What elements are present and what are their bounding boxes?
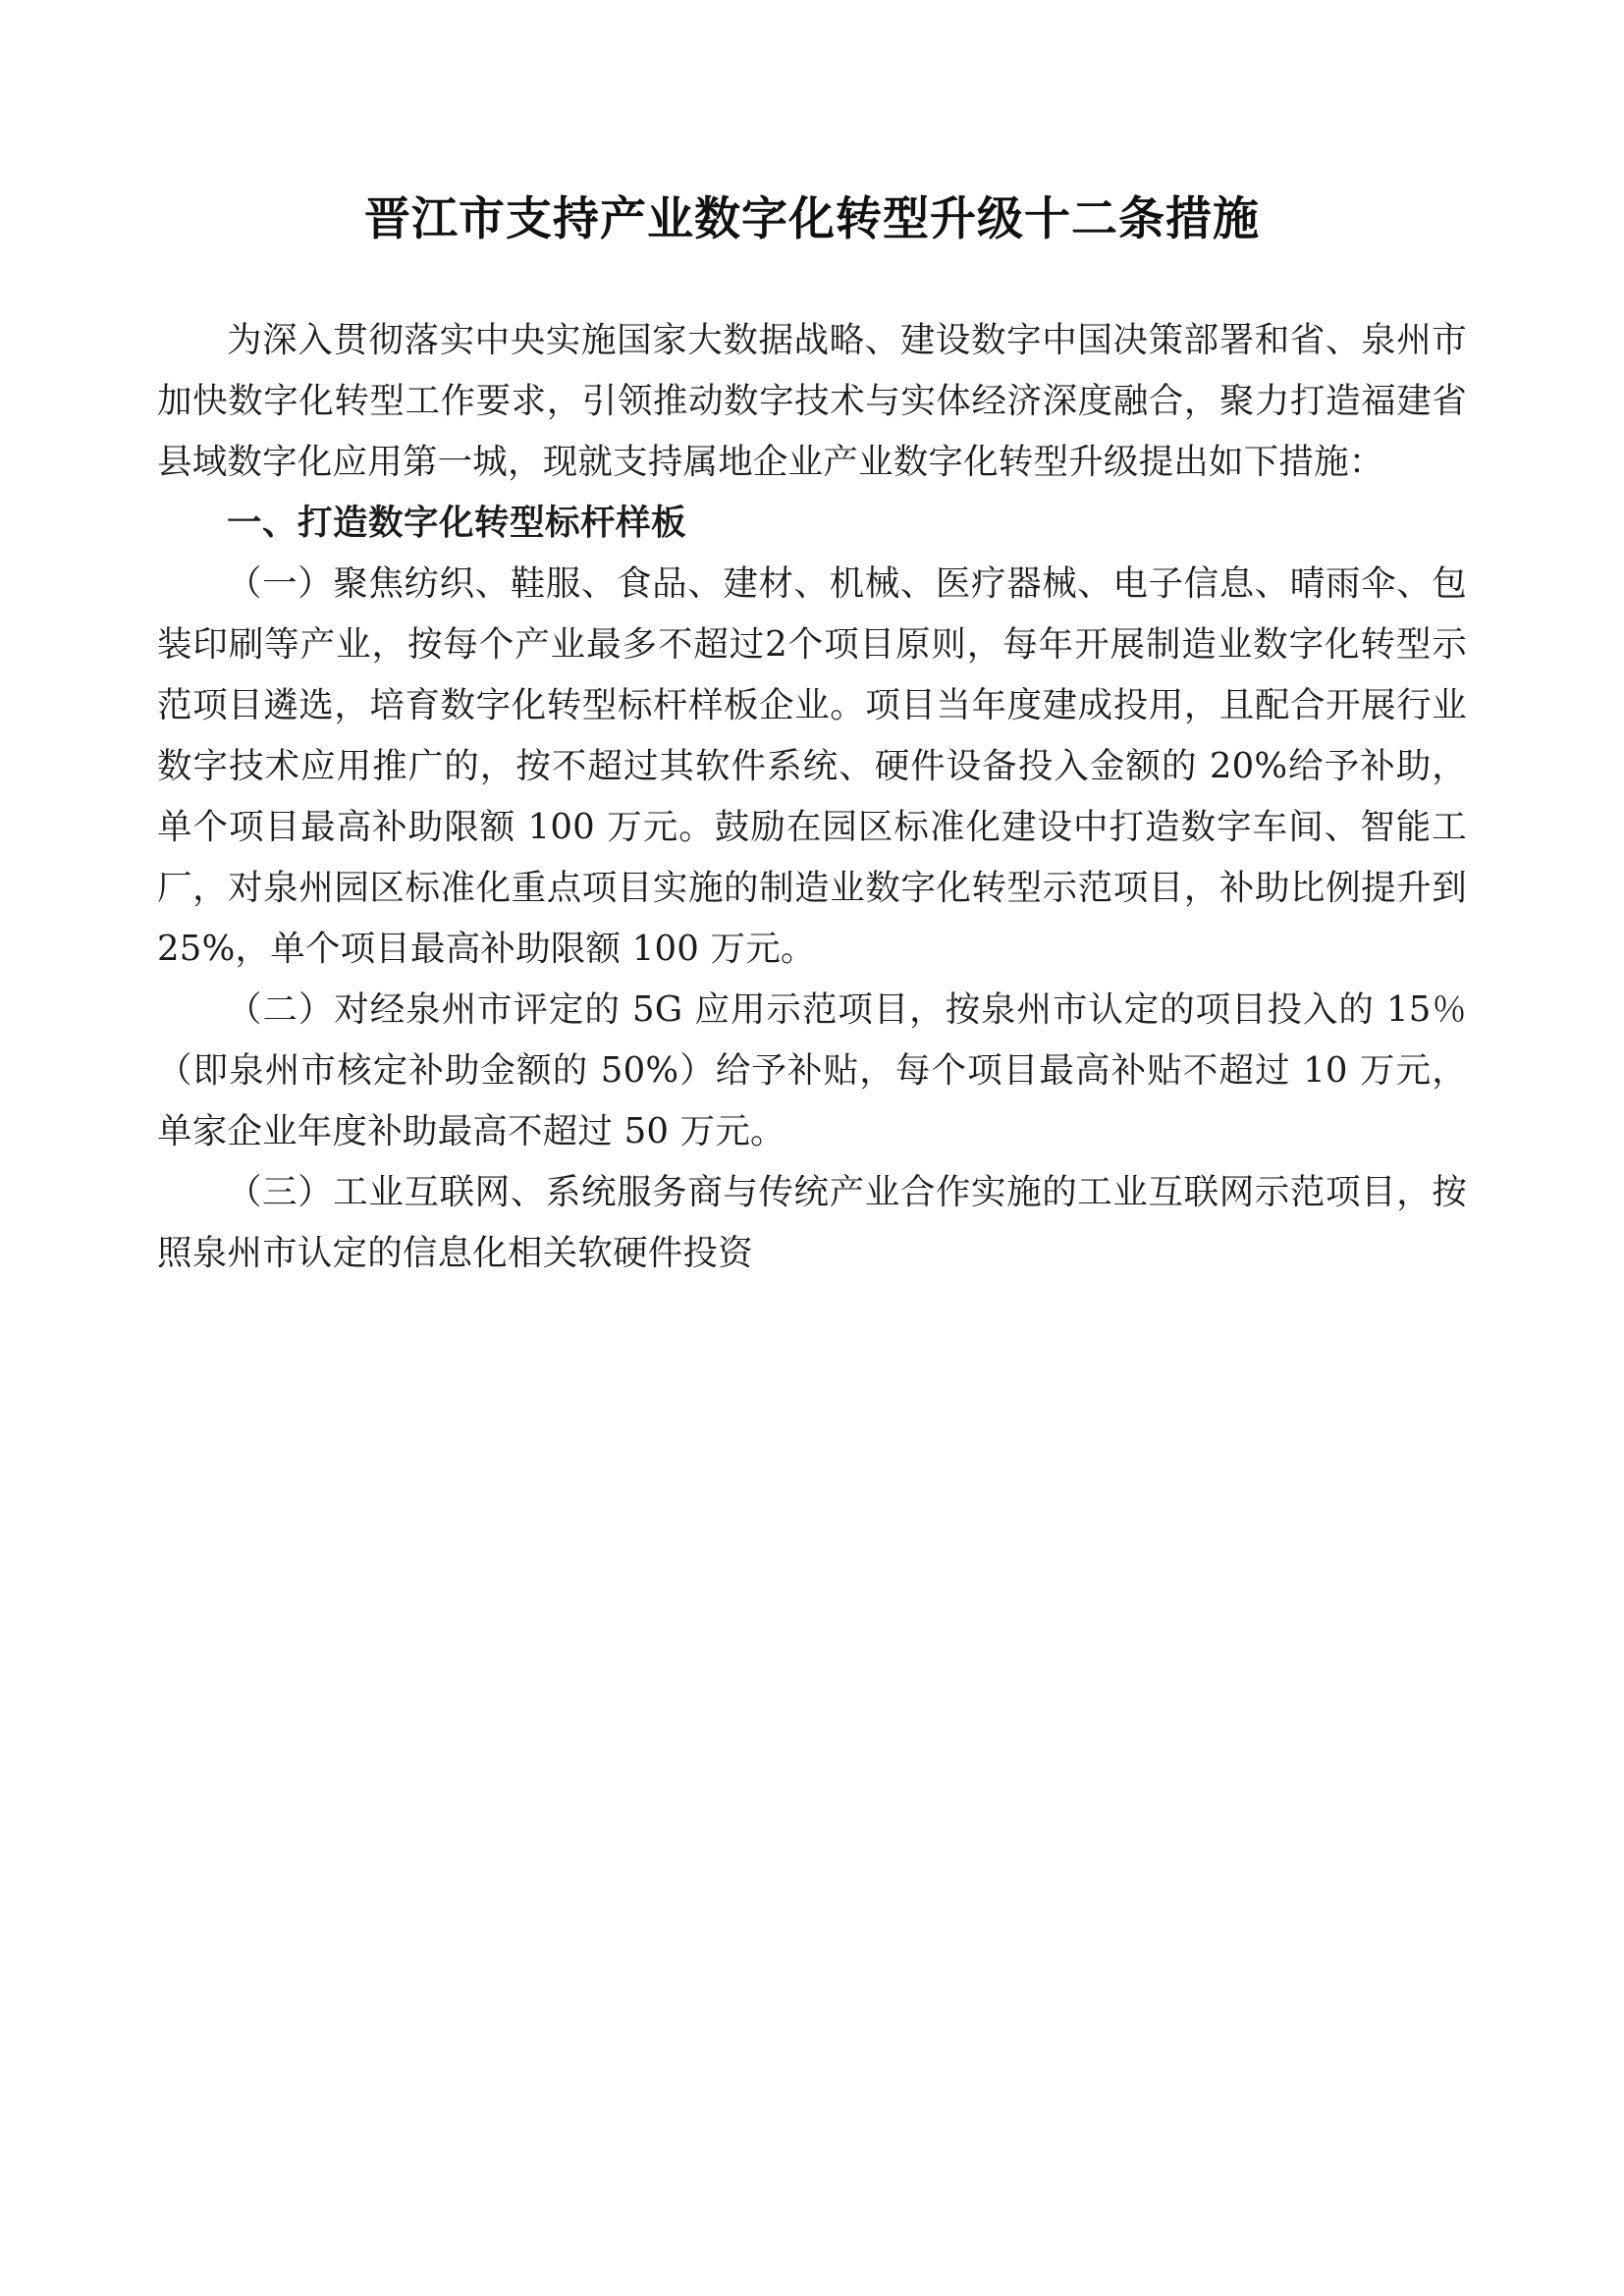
paragraph-intro: 为深入贯彻落实中央实施国家大数据战略、建设数字中国决策部署和省、泉州市加快数字化转型工作要求，引领推动数字技术与实体经济深度融合，聚力打造福建省县域数字化应用第一城，现就支持属地企业产业数字化转型升级提出如下措施： — [157, 319, 1467, 482]
paragraph-item-1: （一）聚焦纺织、鞋服、食品、建材、机械、医疗器械、电子信息、晴雨伞、包装印刷等产业，按每个产业最多不超过2个项目原则，每年开展制造业数字化转型示范项目遴选，培育数字化转型标杆样板企业。项目当年度建成投用，且配合开展行业数字技术应用推广的，按不超过其软件系统、硬件设备投入金额的 20%给予补助，单个项目最高补助限额 100 万元。鼓励在园区标准化建设中打造数字车间、智能工厂，对泉州园区标准化重点项目实施的制造业数字化转型示范项目，补助比例提升到25%，单个项目最高补助限额 100 万元。 — [157, 562, 1467, 969]
section-heading-1: 一、打造数字化转型标杆样板 — [227, 502, 687, 543]
page-title: 晋江市支持产业数字化转型升级十二条措施 — [364, 192, 1260, 246]
paragraph-item-2: （二）对经泉州市评定的 5G 应用示范项目，按泉州市认定的项目投入的 15％（即泉州市核定补助金额的 50%）给予补贴，每个项目最高补贴不超过 10 万元，单家企业年度补助最高不超过 50 万元。 — [157, 988, 1467, 1151]
paragraph-item-3: （三）工业互联网、系统服务商与传统产业合作实施的工业互联网示范项目，按照泉州市认定的信息化相关软硬件投资 — [157, 1171, 1467, 1273]
document-body — [157, 310, 1467, 1284]
